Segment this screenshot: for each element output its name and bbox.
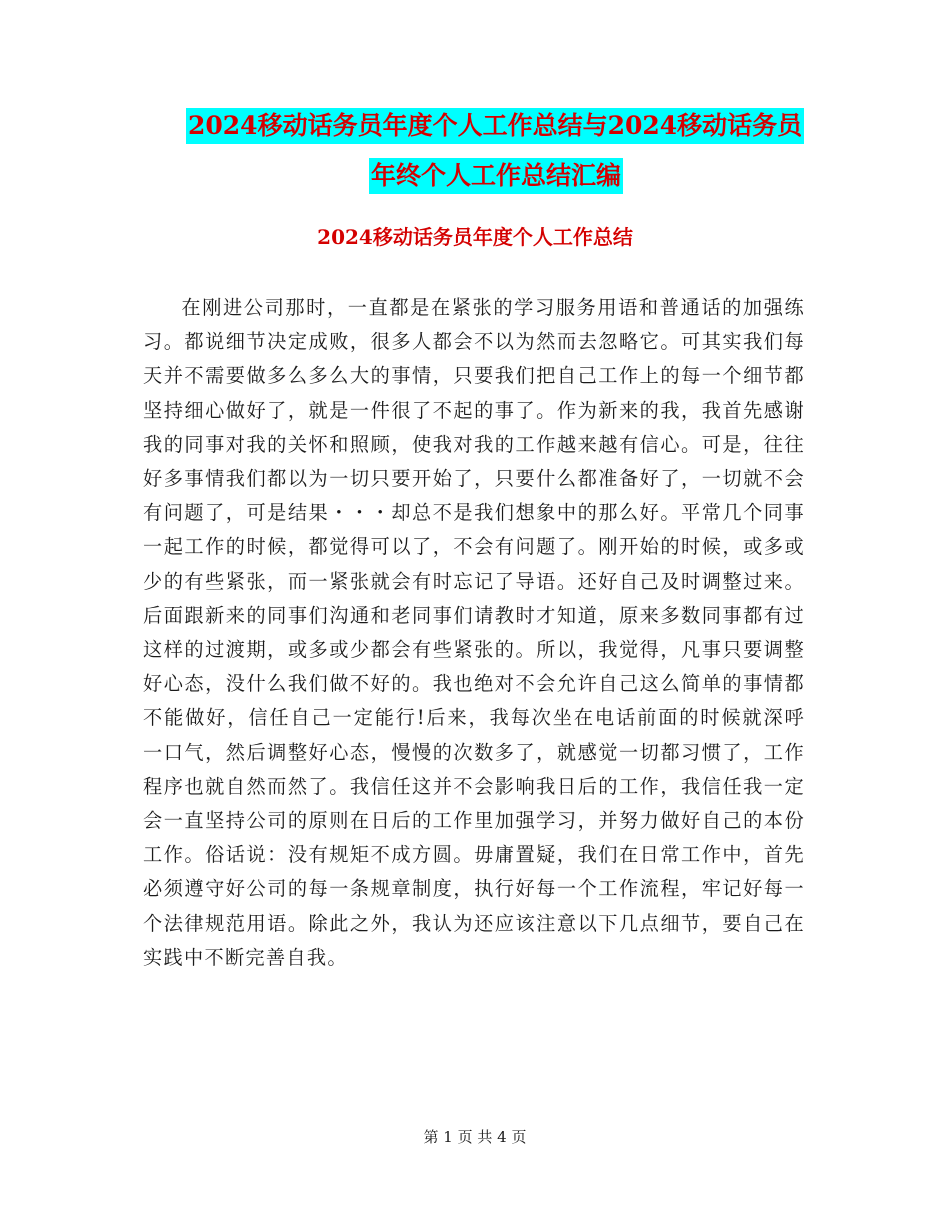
page-number: 第 1 页 共 4 页 [423, 1128, 527, 1146]
section-heading: 2024移动话务员年度个人工作总结 [317, 225, 633, 249]
title-line-2: 年终个人工作总结汇编 [369, 158, 623, 194]
body-paragraph: 在刚进公司那时，一直都是在紧张的学习服务用语和普通话的加强练习。都说细节决定成败，很多人都会不以为然而去忽略它。可其实我们每天并不需要做多么多么大的事情，只要我们把自己工作上的每一个细节都坚持细心做好了，就是一件很了不起的事了。作为新来的我，我首先感谢我的同事对我的关怀和照顾，使我对我的工作越来越有信心。可是，往往好多事情我们都以为一切只要开始了，只要什么都准备好了，一切就不会有问题了，可是结果・・・却总不是我们想象中的那么好。平常几个同事一起工作的时候，都觉得可以了，不会有问题了。刚开始的时候，或多或少的有些紧张，而一紧张就会有时忘记了导语。还好自己及时调整过来。后面跟新来的同事们沟通和老同事们请教时才知道，原来多数同事都有过这样的过渡期，或多或少都会有些紧张的。所以，我觉得，凡事只要调整好心态，没什么我们做不好的。我也绝对不会允许自己这么简单的事情都不能做好，信任自己一定能行!后来，我每次坐在电话前面的时候就深呼一口气，然后调整好心态，慢慢的次数多了，就感觉一切都习惯了，工作程序也就自然而然了。我信任这并不会影响我日后的工作，我信任我一定会一直坚持公司的原则在日后的工作里加强学习，并努力做好自己的本份工作。俗话说：没有规矩不成方圆。毋庸置疑，我们在日常工作中，首先必须遵守好公司的每一条规章制度，执行好每一个工作流程，牢记好每一个法律规范用语。除此之外，我认为还应该注意以下几点细节，要自己在实践中不断完善自我。 [143, 296, 805, 969]
title-line-1: 2024移动话务员年度个人工作总结与2024移动话务员 [186, 108, 804, 144]
